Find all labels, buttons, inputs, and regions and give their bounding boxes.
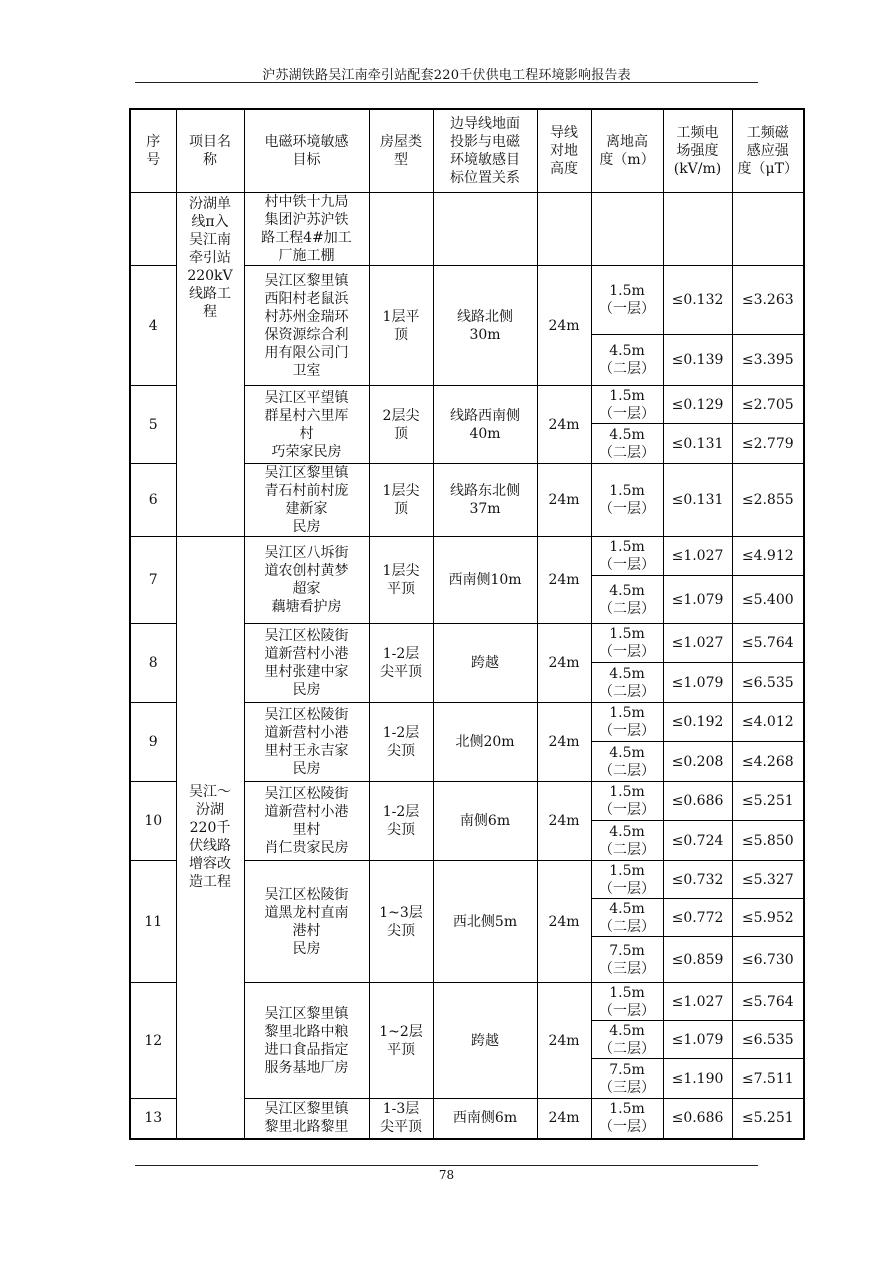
wire-height: 24m	[537, 1099, 591, 1139]
col-header-b-field: 工频磁 感应强 度（μT）	[732, 109, 804, 193]
col-header-wire-height: 导线 对地 高度	[537, 109, 591, 193]
e-field-value: ≤0.686	[663, 1099, 732, 1139]
sensitive-target: 吴江区八坼街 道农创村黄梦 超家 藕塘看护房	[244, 537, 369, 624]
ground-height: 1.5m （一层）	[591, 624, 663, 663]
row-number: 8	[130, 624, 176, 703]
house-type: 1-2层 尖平顶	[369, 624, 433, 703]
header-rule	[135, 82, 758, 83]
b-field-value: ≤4.012	[732, 703, 804, 742]
b-field-value: ≤6.730	[732, 937, 804, 983]
b-field-value: ≤4.268	[732, 742, 804, 782]
b-field-value: ≤5.400	[732, 576, 804, 624]
b-field-value: ≤2.855	[732, 464, 804, 537]
sensitive-target: 吴江区黎里镇 青石村前村庞 建新家 民房	[244, 464, 369, 537]
b-field-value: ≤2.705	[732, 386, 804, 424]
house-type: 1层尖 平顶	[369, 537, 433, 624]
ground-height: 4.5m （二层）	[591, 1021, 663, 1059]
e-field-value: ≤1.027	[663, 983, 732, 1021]
position-relation: 西南侧6m	[433, 1099, 537, 1139]
house-type: 2层尖 顶	[369, 386, 433, 464]
ground-height: 4.5m （二层）	[591, 742, 663, 782]
e-field-value: ≤0.132	[663, 266, 732, 335]
ground-height: 4.5m （二层）	[591, 576, 663, 624]
ground-height: 1.5m （一层）	[591, 266, 663, 335]
sensitive-target: 吴江区平望镇 群星村六里厍 村 巧荣家民房	[244, 386, 369, 464]
ground-height	[591, 193, 663, 266]
sensitive-target: 吴江区松陵街 道黑龙村直南 港村 民房	[244, 861, 369, 983]
e-field-value: ≤1.079	[663, 1021, 732, 1059]
emf-prediction-table	[129, 108, 805, 1140]
e-field-value: ≤0.859	[663, 937, 732, 983]
b-field-value: ≤5.850	[732, 821, 804, 861]
wire-height: 24m	[537, 386, 591, 464]
sensitive-target: 吴江区黎里镇 黎里北路黎里	[244, 1099, 369, 1139]
b-field-value: ≤5.251	[732, 782, 804, 821]
col-header-no: 序 号	[130, 109, 176, 193]
position-relation: 西南侧10m	[433, 537, 537, 624]
b-field-value: ≤3.263	[732, 266, 804, 335]
e-field-value: ≤1.079	[663, 663, 732, 703]
position-relation: 南侧6m	[433, 782, 537, 861]
e-field-value: ≤0.139	[663, 335, 732, 386]
b-field-value: ≤2.779	[732, 424, 804, 464]
page-header-title: 沪苏湖铁路吴江南牵引站配套220千伏供电工程环境影响报告表	[262, 68, 631, 83]
sensitive-target: 吴江区松陵街 道新营村小港 里村张建中家 民房	[244, 624, 369, 703]
e-field-value: ≤0.686	[663, 782, 732, 821]
position-relation	[433, 193, 537, 266]
sensitive-target: 吴江区松陵街 道新营村小港 里村 肖仁贵家民房	[244, 782, 369, 861]
table-row	[130, 193, 804, 266]
b-field-value: ≤5.251	[732, 1099, 804, 1139]
b-field-value	[732, 193, 804, 266]
e-field-value: ≤0.772	[663, 899, 732, 937]
col-header-e-field: 工频电 场强度 (kV/m)	[663, 109, 732, 193]
row-number: 5	[130, 386, 176, 464]
row-number: 11	[130, 861, 176, 983]
sensitive-target: 村中铁十九局 集团沪苏沪铁 路工程4#加工 厂施工棚	[244, 193, 369, 266]
house-type: 1-2层 尖顶	[369, 782, 433, 861]
e-field-value: ≤1.079	[663, 576, 732, 624]
e-field-value	[663, 193, 732, 266]
position-relation: 跨越	[433, 983, 537, 1099]
ground-height: 1.5m （一层）	[591, 386, 663, 424]
ground-height: 1.5m （一层）	[591, 537, 663, 576]
e-field-value: ≤1.027	[663, 624, 732, 663]
wire-height: 24m	[537, 464, 591, 537]
project-name: 吴江～ 汾湖 220千 伏线路 增容改 造工程	[176, 537, 244, 1139]
b-field-value: ≤6.535	[732, 1021, 804, 1059]
row-number: 4	[130, 266, 176, 386]
house-type: 1-2层 尖顶	[369, 703, 433, 782]
b-field-value: ≤7.511	[732, 1059, 804, 1099]
ground-height: 7.5m （三层）	[591, 937, 663, 983]
wire-height: 24m	[537, 703, 591, 782]
ground-height: 1.5m （一层）	[591, 983, 663, 1021]
e-field-value: ≤0.131	[663, 424, 732, 464]
b-field-value: ≤4.912	[732, 537, 804, 576]
table-header-row	[130, 109, 804, 193]
wire-height	[537, 193, 591, 266]
wire-height: 24m	[537, 537, 591, 624]
e-field-value: ≤0.208	[663, 742, 732, 782]
b-field-value: ≤5.764	[732, 624, 804, 663]
position-relation: 线路东北侧 37m	[433, 464, 537, 537]
row-number: 10	[130, 782, 176, 861]
house-type	[369, 193, 433, 266]
row-number: 7	[130, 537, 176, 624]
ground-height: 1.5m （一层）	[591, 861, 663, 899]
ground-height: 1.5m （一层）	[591, 1099, 663, 1139]
ground-height: 4.5m （二层）	[591, 821, 663, 861]
house-type: 1层尖 顶	[369, 464, 433, 537]
e-field-value: ≤1.027	[663, 537, 732, 576]
sensitive-target: 吴江区松陵街 道新营村小港 里村王永吉家 民房	[244, 703, 369, 782]
ground-height: 7.5m （三层）	[591, 1059, 663, 1099]
row-number	[130, 193, 176, 266]
wire-height: 24m	[537, 861, 591, 983]
sensitive-target: 吴江区黎里镇 西阳村老鼠浜 村苏州金瑞环 保资源综合利 用有限公司门 卫室	[244, 266, 369, 386]
wire-height: 24m	[537, 983, 591, 1099]
position-relation: 北侧20m	[433, 703, 537, 782]
e-field-value: ≤0.129	[663, 386, 732, 424]
col-header-position: 边导线地面 投影与电磁 环境敏感目 标位置关系	[433, 109, 537, 193]
row-number: 13	[130, 1099, 176, 1139]
b-field-value: ≤5.327	[732, 861, 804, 899]
row-number: 6	[130, 464, 176, 537]
e-field-value: ≤0.192	[663, 703, 732, 742]
ground-height: 4.5m （二层）	[591, 335, 663, 386]
table-row	[130, 537, 804, 576]
ground-height: 1.5m （一层）	[591, 464, 663, 537]
row-number: 12	[130, 983, 176, 1099]
col-header-ground-height: 离地高 度（m）	[591, 109, 663, 193]
row-number: 9	[130, 703, 176, 782]
footer-rule	[135, 1165, 758, 1166]
wire-height: 24m	[537, 266, 591, 386]
b-field-value: ≤3.395	[732, 335, 804, 386]
e-field-value: ≤0.732	[663, 861, 732, 899]
house-type: 1-3层 尖平顶	[369, 1099, 433, 1139]
ground-height: 4.5m （二层）	[591, 424, 663, 464]
house-type: 1~2层 平顶	[369, 983, 433, 1099]
ground-height: 4.5m （二层）	[591, 899, 663, 937]
house-type: 1层平 顶	[369, 266, 433, 386]
e-field-value: ≤1.190	[663, 1059, 732, 1099]
ground-height: 4.5m （二层）	[591, 663, 663, 703]
b-field-value: ≤5.952	[732, 899, 804, 937]
wire-height: 24m	[537, 782, 591, 861]
project-name: 汾湖单 线π入 吴江南 牵引站 220kV 线路工 程	[176, 193, 244, 537]
e-field-value: ≤0.131	[663, 464, 732, 537]
col-header-target: 电磁环境敏感 目标	[244, 109, 369, 193]
house-type: 1~3层 尖顶	[369, 861, 433, 983]
col-header-project: 项目名 称	[176, 109, 244, 193]
position-relation: 西北侧5m	[433, 861, 537, 983]
sensitive-target: 吴江区黎里镇 黎里北路中粮 进口食品指定 服务基地厂房	[244, 983, 369, 1099]
e-field-value: ≤0.724	[663, 821, 732, 861]
position-relation: 跨越	[433, 624, 537, 703]
wire-height: 24m	[537, 624, 591, 703]
ground-height: 1.5m （一层）	[591, 703, 663, 742]
ground-height: 1.5m （一层）	[591, 782, 663, 821]
b-field-value: ≤5.764	[732, 983, 804, 1021]
position-relation: 线路北侧 30m	[433, 266, 537, 386]
position-relation: 线路西南侧 40m	[433, 386, 537, 464]
col-header-house-type: 房屋类 型	[369, 109, 433, 193]
b-field-value: ≤6.535	[732, 663, 804, 703]
page-number: 78	[438, 1168, 455, 1182]
